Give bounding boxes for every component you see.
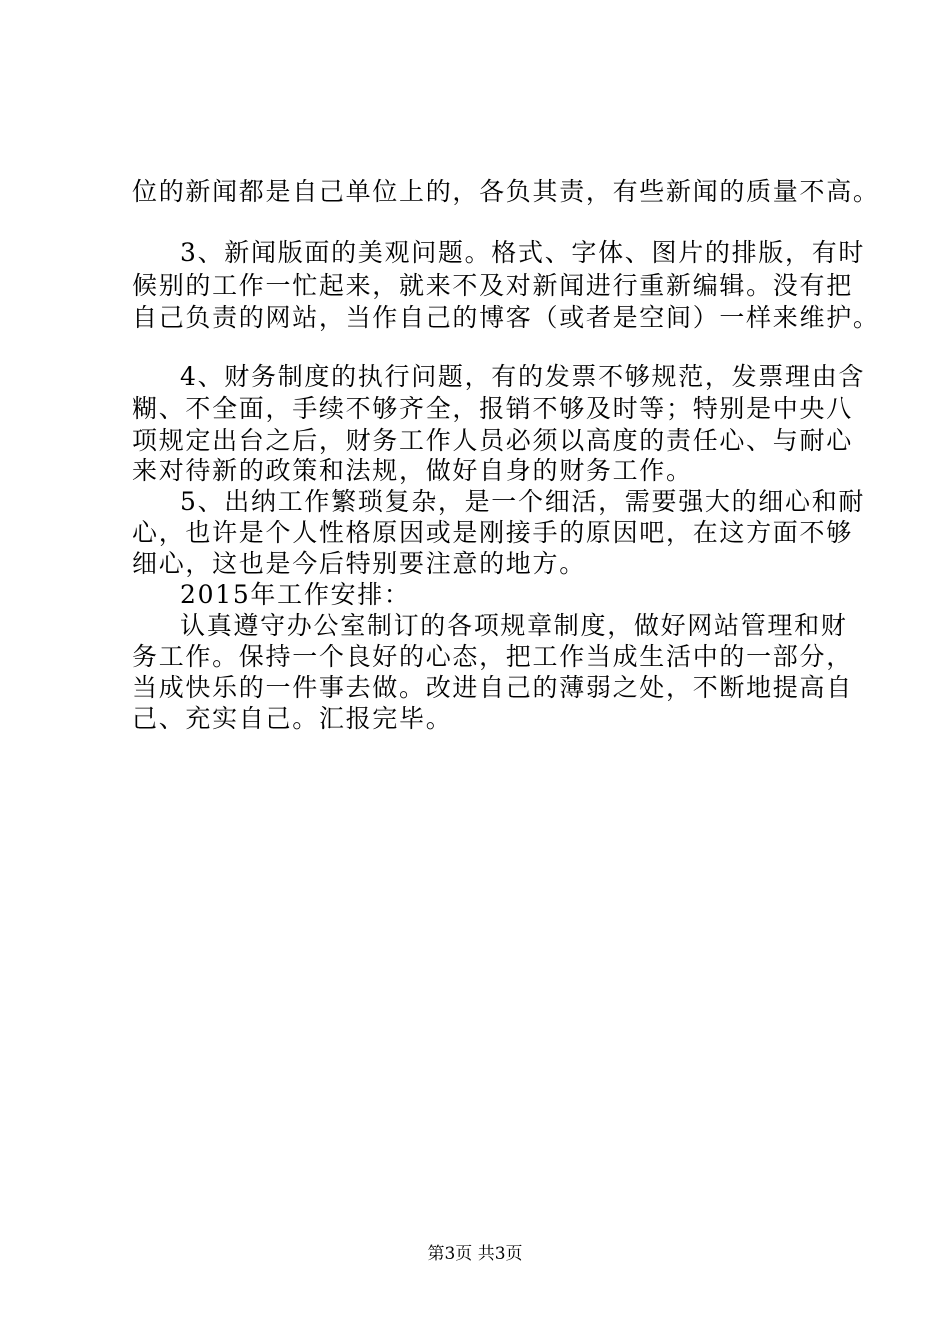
paragraph-line: 4、财务制度的执行问题，有的发票不够规范，发票理由含 (180, 362, 866, 391)
paragraph-line: 5、出纳工作繁琐复杂，是一个细活，需要强大的细心和耐 (180, 487, 866, 516)
paragraph-line: 项规定出台之后，财务工作人员必须以高度的责任心、与耐心 (132, 426, 853, 455)
paragraph-line: 己、充实自己。汇报完毕。 (132, 704, 453, 733)
paragraph-line: 位的新闻都是自己单位上的，各负其责，有些新闻的质量不高。 (132, 177, 880, 206)
page-footer: 第3页 共3页 (427, 1244, 523, 1264)
paragraph-line: 细心，这也是今后特别要注意的地方。 (132, 549, 586, 578)
paragraph-line: 当成快乐的一件事去做。改进自己的薄弱之处，不断地提高自 (132, 673, 853, 702)
paragraph-line: 认真遵守办公室制订的各项规章制度，做好网站管理和财 (180, 611, 848, 640)
section-heading: 2015年工作安排： (180, 580, 411, 609)
paragraph-line: 候别的工作一忙起来，就来不及对新闻进行重新编辑。没有把 (132, 271, 853, 300)
paragraph-line: 自己负责的网站，当作自己的博客（或者是空间）一样来维护。 (132, 303, 880, 332)
paragraph-line: 来对待新的政策和法规，做好自身的财务工作。 (132, 456, 693, 485)
paragraph-line: 3、新闻版面的美观问题。格式、字体、图片的排版，有时 (180, 238, 866, 267)
paragraph-line: 糊、不全面，手续不够齐全，报销不够及时等；特别是中央八 (132, 394, 853, 423)
paragraph-line: 务工作。保持一个良好的心态，把工作当成生活中的一部分， (132, 642, 853, 671)
paragraph-line: 心，也许是个人性格原因或是刚接手的原因吧，在这方面不够 (132, 518, 853, 547)
